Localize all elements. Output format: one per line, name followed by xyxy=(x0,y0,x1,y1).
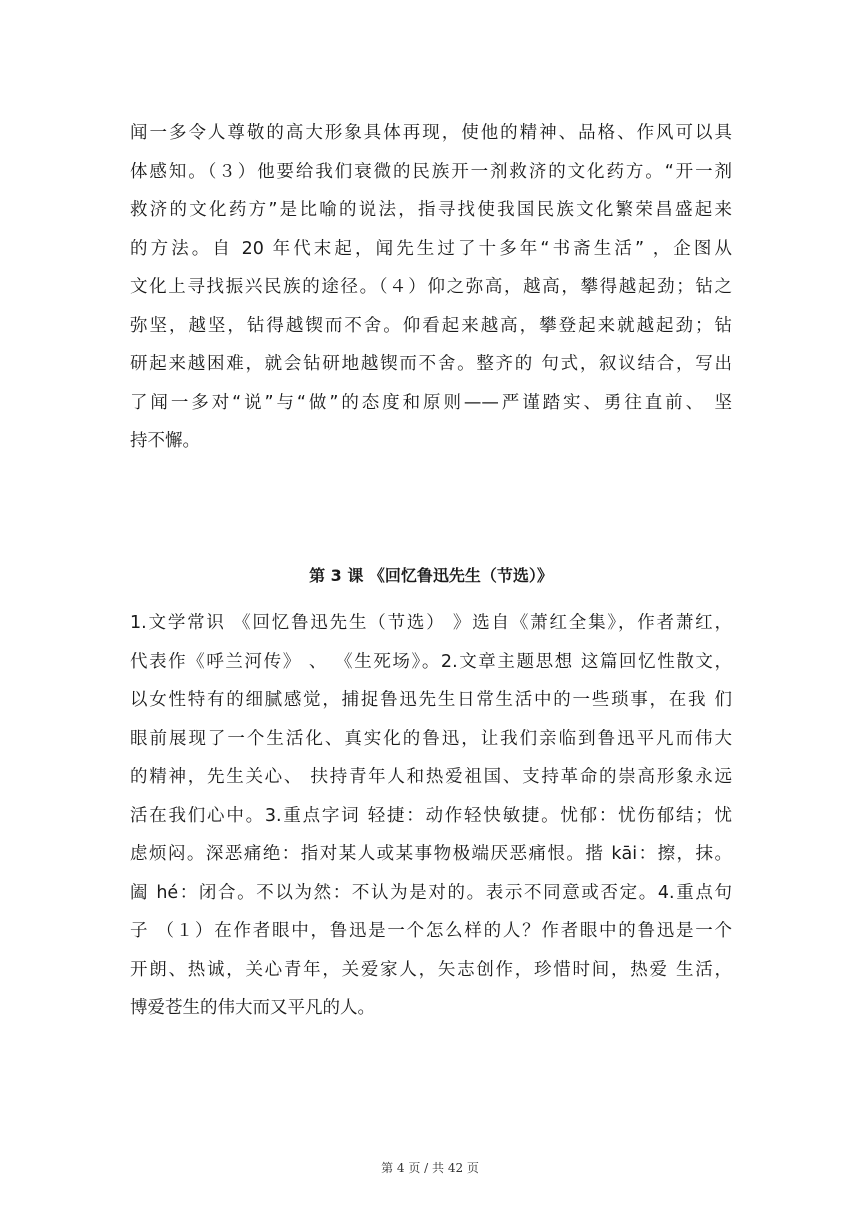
text-line: 研起来越困难，就会钻研地越锲而不舍。整齐的 句式，叙议结合，写出 xyxy=(130,354,732,374)
bottom-paragraph xyxy=(130,604,732,1028)
text-line: 以女性特有的细腻感觉，捕捉鲁迅先生日常生活中的一些琐事，在我 们 xyxy=(130,690,732,710)
page-footer: 第 4 页 / 共 42 页 xyxy=(381,1161,479,1175)
text-line: 博爱苍生的伟大而又平凡的人。 xyxy=(130,998,375,1018)
lesson-heading: 第 3 课 《回忆鲁迅先生（节选）》 xyxy=(309,566,553,585)
text-line: 救济的文化药方”是比喻的说法，指寻找使我国民族文化繁荣昌盛起来 xyxy=(130,200,732,220)
text-line: 的精神，先生关心、 扶持青年人和热爱祖国、支持革命的崇高形象永远 xyxy=(130,767,732,787)
text-line: 虑烦闷。深恶痛绝：指对某人或某事物极端厌恶痛恨。揩 kāi：擦，抹。 xyxy=(130,844,732,864)
text-line: 弥坚，越坚，钻得越锲而不舍。仰看起来越高，攀登起来就越起劲；钻 xyxy=(130,315,732,336)
text-line: 文化上寻找振兴民族的途径。（４）仰之弥高，越高，攀得越起劲；钻之 xyxy=(130,277,732,297)
text-line: 了闻一多对“说”与“做”的态度和原则——严谨踏实、勇往直前、 坚 xyxy=(130,392,732,413)
text-line: 闻一多令人尊敬的高大形象具体再现，使他的精神、品格、作风可以具 xyxy=(130,123,732,143)
text-line: 开朗、热诚，关心青年，关爱家人，矢志创作，珍惜时间，热爱 生活， xyxy=(130,959,732,980)
text-line: 眼前展现了一个生活化、真实化的鲁迅，让我们亲临到鲁迅平凡而伟大 xyxy=(130,728,732,749)
text-line: 活在我们心中。3.重点字词 轻捷：动作轻快敏捷。忧郁：忧伤郁结；忧 xyxy=(130,805,732,826)
text-line: 的方法。自 20 年代末起，闻先生过了十多年“书斋生活” ，企图从 xyxy=(130,238,732,259)
text-line: 持不懈。 xyxy=(130,431,200,451)
text-line: 子 （１）在作者眼中，鲁迅是一个怎么样的人？作者眼中的鲁迅是一个 xyxy=(130,921,732,941)
text-line: 体感知。（３）他要给我们衰微的民族开一剂救济的文化药方。“开一剂 xyxy=(130,161,732,182)
text-line: 代表作《呼兰河传》 、 《生死场》。2.文章主题思想 这篇回忆性散文， xyxy=(130,651,732,672)
text-line: 1.文学常识 《回忆鲁迅先生（节选） 》选自《萧红全集》，作者萧红， xyxy=(130,613,732,633)
top-paragraph xyxy=(130,114,732,461)
text-line: 阖 hé：闭合。不以为然：不认为是对的。表示不同意或否定。4.重点句 xyxy=(130,882,732,903)
